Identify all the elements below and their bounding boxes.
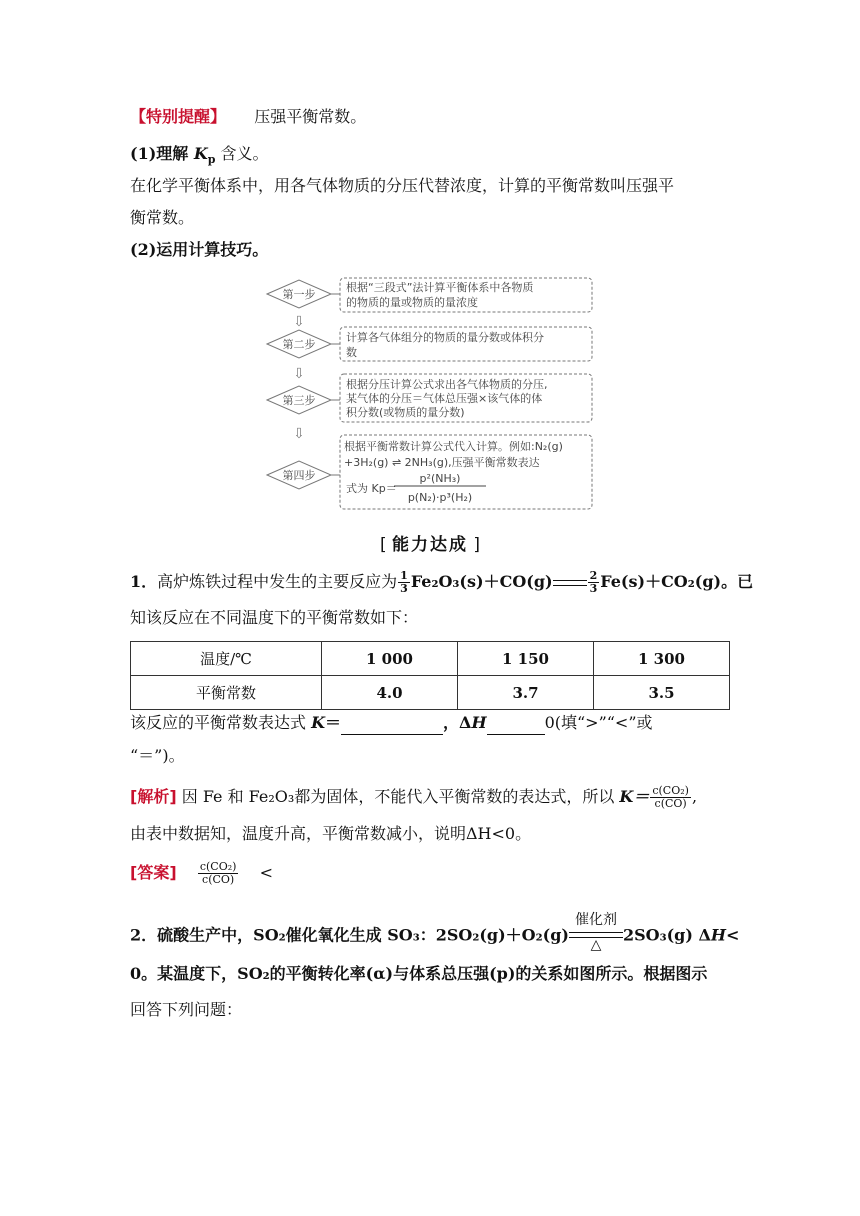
subsection-1-rest: 含义。 [215,144,269,163]
table-row [131,642,730,676]
table-cell: 3.7 [458,676,594,710]
table-header-cell: 1 300 [594,642,730,676]
table-cell: 4.0 [322,676,458,710]
step-1-shape [267,280,331,308]
answer-sign: < [259,863,274,882]
subsection-1 [130,142,269,172]
q1-analysis-2: 由表中数据知，温度升高，平衡常数减小，说明ΔH<0。 [130,824,532,843]
q1-text-b: Fe₂O₃(s)＋CO(g) [410,572,553,591]
box-4-fraction-den: p(N₂)·p³(H₂) [407,491,473,504]
box-1-line-1: 根据“三段式”法计算平衡体系中各物质 [346,281,534,294]
answer-blank-dh[interactable] [487,716,545,735]
q1-line-3: 该反应的平衡常数表达式 K＝ ，ΔH 0(填“>”“<”或 [130,711,653,735]
box-4-line-3: 式为 Kp＝ [346,482,397,495]
box-4-line-1: 根据平衡常数计算公式代入计算。例如:N₂(g) [344,440,563,453]
box-4-fraction-num: p²(NH₃) [419,472,461,485]
step-2-shape [267,330,331,358]
definition-line-1: 在化学平衡体系中，用各气体物质的分压代替浓度，计算的平衡常数叫压强平 [130,176,675,195]
table-cell: 3.5 [594,676,730,710]
q1-analysis: [解析] 因 Fe 和 Fe₂O₃都为固体，不能代入平衡常数的表达式，所以 K＝ $\frac{\text{c(CO₂)}}{c(CO)}$ , [130,784,698,810]
q2-text-a: 硫酸生产中，SO₂催化氧化生成 SO₃：2SO₂(g)＋O₂(g) [157,925,569,945]
q2-line-3: 回答下列问题： [130,1000,243,1019]
q2-text-c: < [726,925,740,945]
catalyst-arrow [569,912,623,952]
step-3-shape [267,386,331,414]
step-2-label: 第二步 [282,338,316,351]
q1-line-3-text: 该反应的平衡常数表达式 [130,713,312,732]
down-arrow-icon: ⇩ [293,426,305,442]
q1-text-c: Fe(s)＋CO₂(g)。已 [600,572,754,591]
box-2-line-1: 计算各气体组分的物质的量分数或体积分 [346,331,544,344]
answer-fraction: $\frac{\text{c(CO₂)}}{c(CO)}$ [199,860,237,886]
q1-line-2: 知该反应在不同温度下的平衡常数如下： [130,608,419,627]
step-4-shape [267,461,331,489]
box-4-line-2: +3H₂(g) ⇌ 2NH₃(g),压强平衡常数表达 [344,456,540,469]
analysis-k: K＝ [619,787,650,806]
h-symbol: H [710,925,727,945]
k-symbol: K [311,713,325,732]
q1-line-3-hint: 0(填“>”“<”或 [544,713,653,732]
equilibrium-arrow-icon [553,576,587,590]
analysis-tag: [解析] [130,787,177,806]
step-1-label: 第一步 [282,288,316,301]
heat-symbol: △ [590,937,602,953]
answer-tag: [答案] [130,863,177,882]
q2-line-2: 0。某温度下，SO₂的平衡转化率(α)与体系总压强(p)的关系如图所示。根据图示 [130,964,708,983]
q2-text-b: 2SO₃(g) Δ [622,925,711,945]
box-1-line-2: 的物质的量或物质的量浓度 [346,296,478,309]
down-arrow-icon: ⇩ [293,366,305,382]
table-cell: 平衡常数 [131,676,322,710]
table-row [131,676,730,710]
q1-fraction-2: $\frac{2}{3}$ [589,569,598,595]
analysis-fraction: $\frac{\text{c(CO₂)}}{c(CO)}$ [652,784,689,810]
q1-fraction-1: $\frac{1}{3}$ [400,569,408,595]
definition-line-2: 衡常数。 [130,208,195,227]
q1-line-1 [130,570,753,595]
box-3-line-1: 根据分压计算公式求出各气体物质的分压, [346,378,548,391]
answer-blank-k[interactable] [341,716,443,735]
box-3-line-3: 积分数(或物质的量分数) [346,406,465,419]
step-4-label: 第四步 [282,469,316,482]
tip-heading [130,105,366,129]
subsection-2: (2)运用计算技巧。 [130,240,269,259]
flowchart [262,272,598,514]
box-3-line-2: 某气体的分压＝气体总压强×该气体的体 [346,392,543,405]
step-3-label: 第三步 [282,394,316,407]
equilibrium-arrow-icon [569,928,623,938]
analysis-text-1: 因 Fe 和 Fe₂O₃都为固体，不能代入平衡常数的表达式，所以 [176,787,620,806]
tip-title: 压强平衡常数。 [254,107,367,126]
section-title: 能力达成 [392,535,468,555]
q2-number: 2． [130,925,158,945]
q2-line-1 [130,912,740,956]
q1-text-a: 高炉炼铁过程中发生的主要反应为 [157,572,398,591]
q1-number: 1． [130,572,158,591]
subsection-1-label: (1)理解 [130,144,194,163]
section-heading: [ 能力达成 ] [379,535,481,555]
table-header-cell: 温度/℃ [131,642,322,676]
q1-answer [130,861,273,886]
q1-line-4: “＝”)。 [130,746,185,765]
catalyst-label: 催化剂 [574,912,617,928]
box-2-line-2: 数 [346,346,357,359]
down-arrow-icon: ⇩ [293,314,305,330]
equilibrium-table [130,641,730,710]
kp-subscript: p [207,153,216,167]
tip-tag: 【特别提醒】 [130,107,227,126]
table-header-cell: 1 000 [322,642,458,676]
table-header-cell: 1 150 [458,642,594,676]
kp-symbol: K [193,144,208,163]
